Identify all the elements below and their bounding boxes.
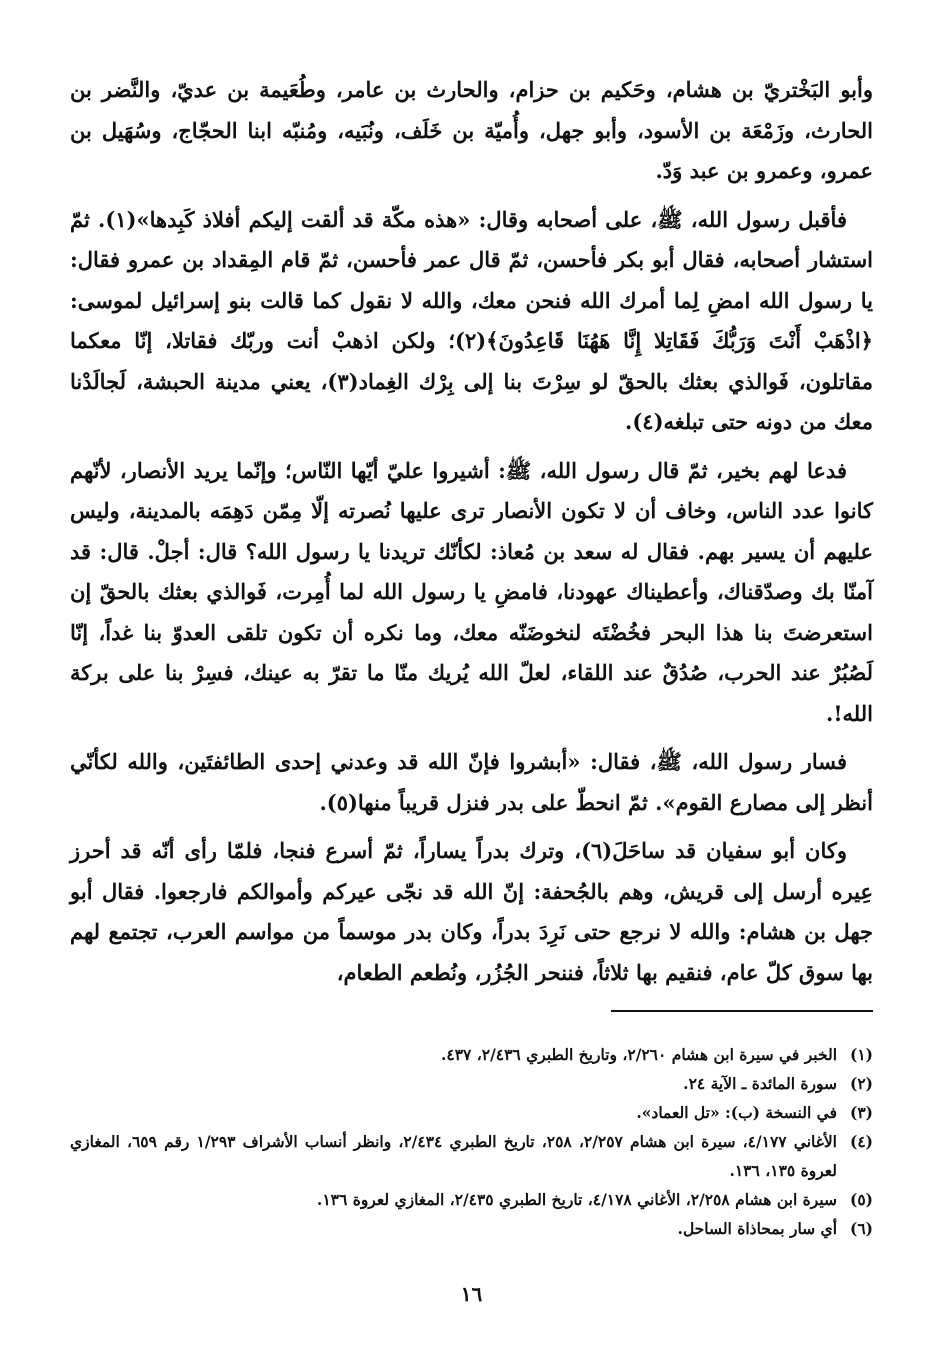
footnote-number: (٣) [849,1103,873,1122]
footnote-number: (٦) [849,1219,873,1238]
footnote-number: (١) [849,1045,873,1064]
paragraph: فسار رسول الله، ﷺ، فقال: «أبشروا فإنّ الله قد وعدني إحدى الطائفتَين، والله لكأنّي أنظر إلى مصارع القوم». ثمّ انحطّ على بدر فنزل قريباً منها(٥). [70,749,873,815]
paragraph: فدعا لهم بخير، ثمّ قال رسول الله، ﷺ: أشيروا عليّ أيّها النّاس؛ وإنّما يريد الأنصار، لأنّهم كانوا عدد الناس، وخاف أن لا تكون الأنصار ترى عليها نُصرته إلّا مِمّن دَهِمَه بالمدينة، وليس عليهم أن يسير بهم. فقال له سعد بن مُعاذ: لكأنّك تريدنا يا رسول الله؟ قال: أجلْ. قال: قد آمنّا بك وصدّقناك، وأعطيناك عهودنا، فامضِ يا رسول الله لما أُمِرت، فَوالذي بعثك بالحقّ إن استعرضتَ بنا هذا البحر فخُضْتَه لنخوضَنّه معك، وما نكره أن تكون تلقى العدوّ بنا غداً، إنّا لَصُبُرٌ عند الحرب، صُدُقٌ عند اللقاء، لعلّ الله يُريك منّا ما تقرّ به عينك، فسِرْ بنا على بركة الله!. [70,457,873,726]
footnote-number: (٤) [849,1132,873,1151]
footnote-text: في النسخة (ب): «تل العماد». [636,1103,837,1122]
footnote [70,1214,873,1243]
footnote [70,1040,873,1069]
footnote [70,1098,873,1127]
paragraph: وكان أبو سفيان قد ساحَلَ(٦)، وترك بدراً يساراً، ثمّ أسرع فنجا، فلمّا رأى أنّه قد أحرز عِيره أرسل إلى قريش، وهم بالجُحفة: إنّ الله قد نجّى عيركم وأموالكم فارجعوا. فقال أبو جهل بن هشام: والله لا نرجع حتى نَرِدَ بدراً، وكان بدر موسماً من مواسم العرب، تجتمع لهم بها سوق كلّ عام، فنقيم بها ثلاثاً، فننحر الجُزُر، ونُطعم الطعام، [70,838,873,985]
paragraph: فأقبل رسول الله، ﷺ، على أصحابه وقال: «هذه مكّة قد ألقت إليكم أفلاذ كَبِدها»(١). ثمّ استشار أصحابه، فقال أبو بكر فأحسن، ثمّ قال عمر فأحسن، ثمّ قام المِقداد بن عمرو فقال: يا رسول الله امضِ لِما أمرك الله فنحن معك، والله لا نقول كما قالت بنو إسرائيل لموسى: ﴿اذْهَبْ أَنْتَ وَرَبُّكَ فَقَاتِلا إِنَّا هَهُنَا قَاعِدُونَ﴾(٢)؛ ولكن اذهبْ أنت وربّك فقاتلا، إنّا معكما مقاتلون، فَوالذي بعثك بالحقّ لو سِرْتَ بنا إلى بِرْك الغِماد(٣)، يعني مدينة الحبشة، لَجالَدْنا معك من دونه حتى تبلغه(٤). [70,206,873,434]
footnote [70,1127,873,1185]
footnote-text: الخبر في سيرة ابن هشام ٢/٢٦٠، وتاريخ الطبري ٢/٤٣٦، ٤٣٧. [440,1045,837,1064]
footnote-text: الأغاني ٤/١٧٧، سيرة ابن هشام ٢/٢٥٧، ٢٥٨، تاريخ الطبري ٢/٤٣٤، وانظر أنساب الأشراف ١/٢٩٣ رقم ٦٥٩، المغازي لعروة ١٣٥، ١٣٦. [70,1132,837,1180]
main-text [70,70,873,993]
footnotes-list [70,1040,873,1243]
footnote-text: سيرة ابن هشام ٢/٢٥٨، الأغاني ٤/١٧٨، تاريخ الطبري ٢/٤٣٥، المغازي لعروة ١٣٦. [316,1190,837,1209]
footnote-text: سورة المائدة ـ الآية ٢٤. [683,1074,837,1093]
paragraph: وأبو البَخْتريّ بن هشام، وحَكيم بن حزام، والحارث بن عامر، وطُعَيمة بن عديّ، والنَّضر بن الحارث، وزَمْعَة بن الأسود، وأبو جهل، وأُميّة بن خَلَف، ونُبَيه، ومُنبّه ابنا الحجّاج، وسُهَيل بن عمرو، وعمرو بن عبد وَدّ. [70,77,873,183]
book-page [70,70,873,1331]
footnote-number: (٥) [849,1190,873,1209]
footnote-text: أي سار بمحاذاة الساحل. [677,1219,837,1238]
page-number: ١٦ [460,1282,483,1306]
footnote-number: (٢) [849,1074,873,1093]
footnote-divider [611,1010,873,1012]
footnote [70,1185,873,1214]
footnote [70,1069,873,1098]
